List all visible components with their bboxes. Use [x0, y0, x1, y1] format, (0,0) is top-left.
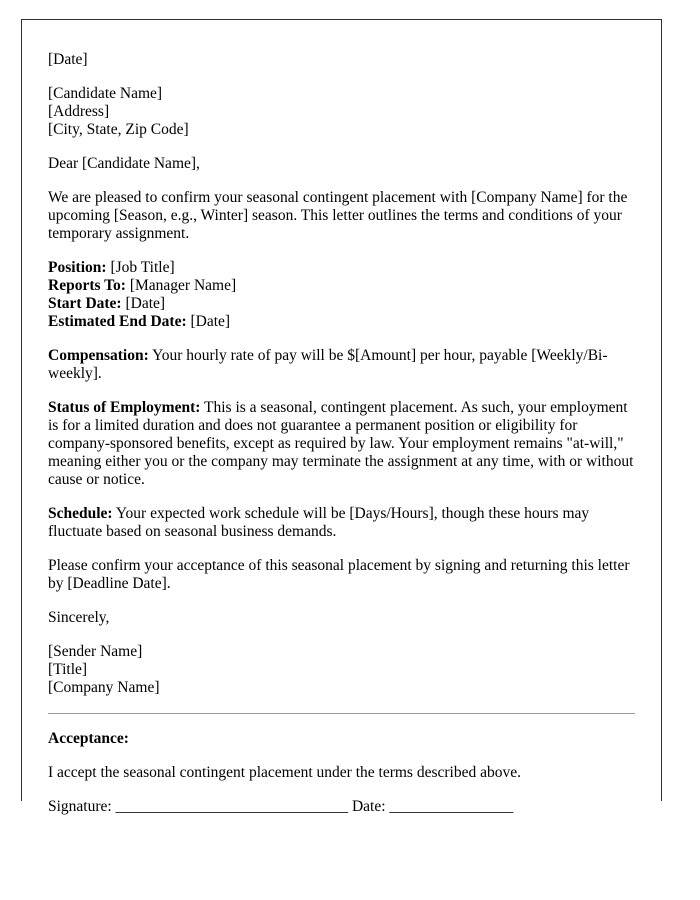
sender-name: [Sender Name] — [48, 643, 143, 660]
end-date-value: [Date] — [190, 313, 231, 330]
compensation-text: Your hourly rate of pay will be $[Amount] per hour, payable [Weekly/Bi-weekly]. — [48, 347, 608, 382]
signature-date-line: Signature: ______________________________ Date: ________________ — [48, 798, 514, 815]
acceptance-separator — [48, 713, 635, 714]
sender-title: [Title] — [48, 661, 88, 678]
recipient-city-state-zip: [City, State, Zip Code] — [48, 121, 189, 138]
date-placeholder: [Date] — [48, 51, 88, 68]
status-of-employment-label: Status of Employment: — [48, 399, 201, 416]
sender-company: [Company Name] — [48, 679, 160, 696]
status-of-employment-text: This is a seasonal, contingent placement. As such, your employment is for a limited duration and does not guarantee a permanent position or eligibility for company-sponsored benefits, except as required by law. Your employment remains "at-will," meaning either you or the company may terminate the assignment at any time, with or without cause or notice. — [48, 399, 634, 488]
sender-block — [48, 643, 635, 697]
position-value: [Job Title] — [110, 259, 175, 276]
closing-request-paragraph: Please confirm your acceptance of this seasonal placement by signing and returning this letter by [Deadline Date]. — [48, 557, 630, 592]
reports-to-label: Reports To: — [48, 277, 126, 294]
schedule-label: Schedule: — [48, 505, 113, 522]
start-date-value: [Date] — [125, 295, 166, 312]
recipient-name: [Candidate Name] — [48, 85, 163, 102]
schedule-paragraph — [48, 505, 635, 541]
position-label: Position: — [48, 259, 107, 276]
intro-paragraph: We are pleased to confirm your seasonal contingent placement with [Company Name] for the upcoming [Season, e.g., Winter] season. This letter outlines the terms and conditions of your temporary assignment. — [48, 189, 628, 242]
placement-details-block — [48, 259, 635, 331]
signoff: Sincerely, — [48, 609, 110, 626]
compensation-label: Compensation: — [48, 347, 149, 364]
recipient-address: [Address] — [48, 103, 110, 120]
reports-to-value: [Manager Name] — [129, 277, 237, 294]
start-date-label: Start Date: — [48, 295, 122, 312]
schedule-text: Your expected work schedule will be [Days/Hours], though these hours may fluctuate based on seasonal business demands. — [48, 505, 590, 540]
recipient-block — [48, 85, 635, 139]
acceptance-heading — [48, 730, 635, 748]
end-date-label: Estimated End Date: — [48, 313, 187, 330]
status-of-employment-paragraph — [48, 399, 635, 489]
compensation-paragraph — [48, 347, 635, 383]
acceptance-heading-text: Acceptance: — [48, 730, 129, 747]
salutation: Dear [Candidate Name], — [48, 155, 200, 172]
acceptance-statement: I accept the seasonal contingent placement under the terms described above. — [48, 764, 521, 781]
letter-page — [21, 19, 662, 815]
